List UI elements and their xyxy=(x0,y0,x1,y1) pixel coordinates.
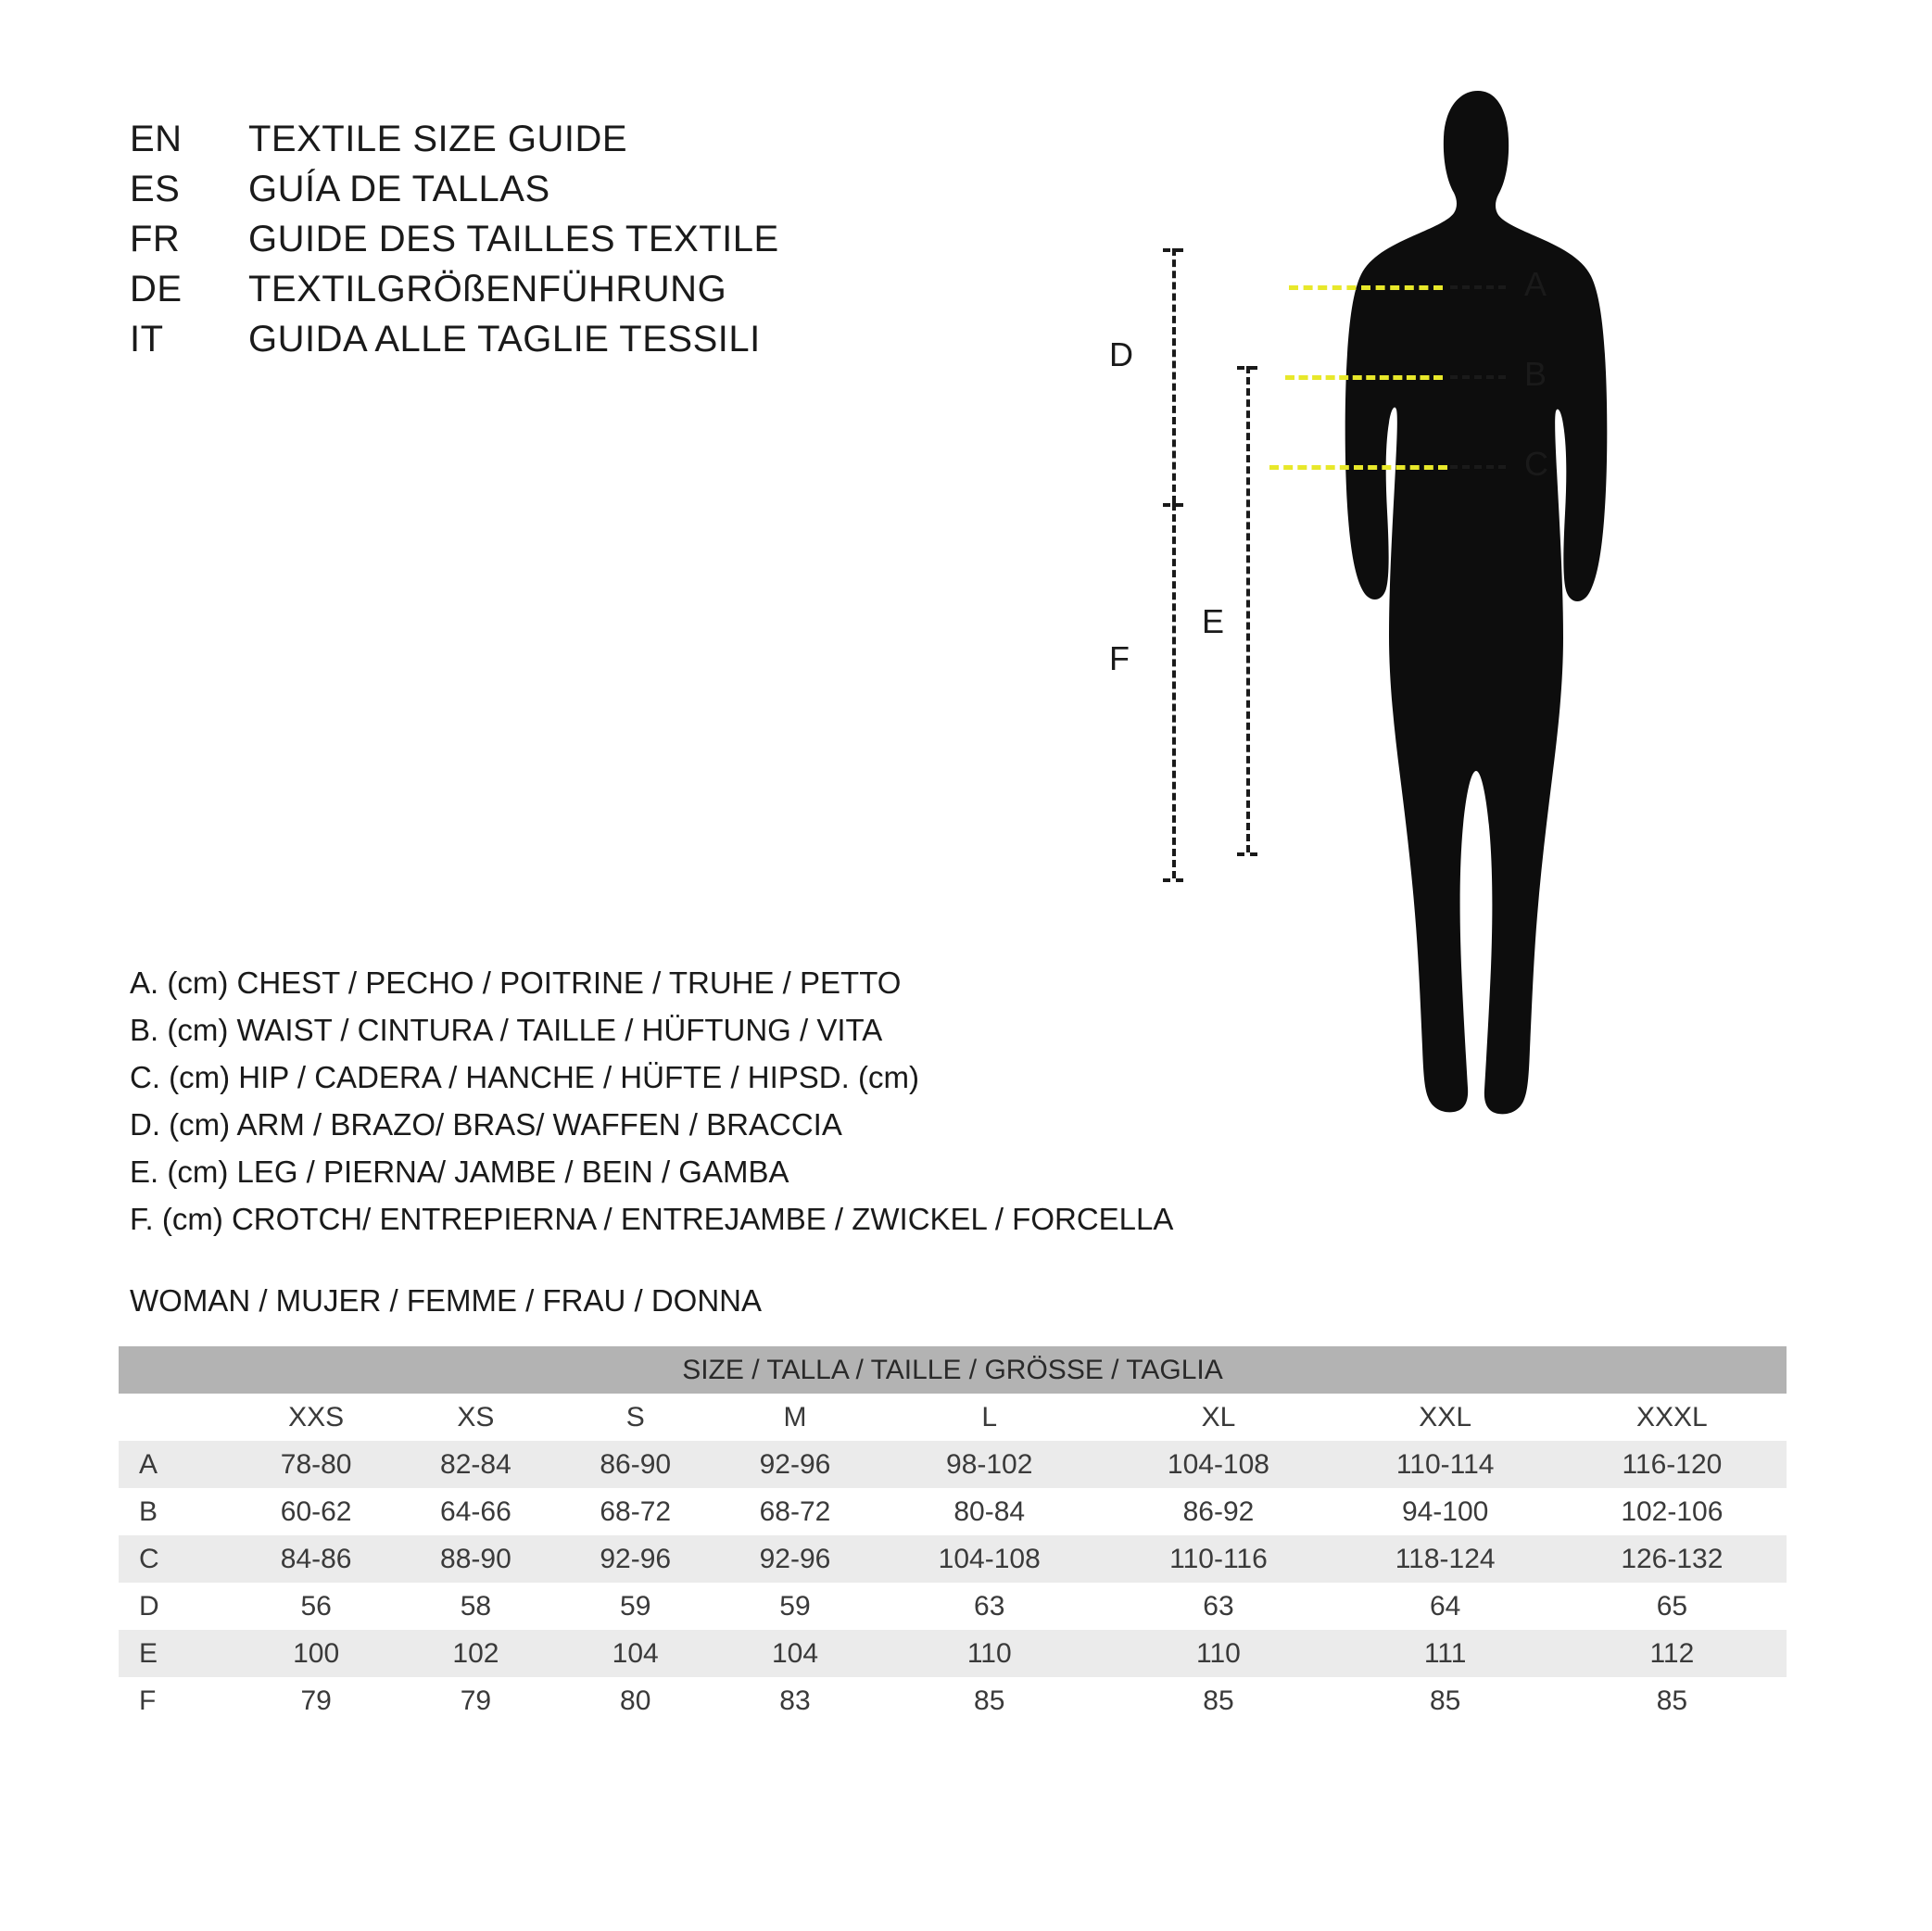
table-cell: 60-62 xyxy=(236,1488,396,1535)
table-cell: 102-106 xyxy=(1558,1488,1787,1535)
table-cell: 118-124 xyxy=(1333,1535,1558,1583)
table-size-header: XXXL xyxy=(1558,1394,1787,1441)
table-cell: 85 xyxy=(1558,1677,1787,1724)
table-cell: 104-108 xyxy=(1104,1441,1332,1488)
legend-item-f: F. (cm) CROTCH/ ENTREPIERNA / ENTREJAMBE / ZWICKEL / FORCELLA xyxy=(130,1202,1174,1236)
leg-dimension-tick-top xyxy=(1237,366,1257,370)
table-cell: 85 xyxy=(1333,1677,1558,1724)
table-size-header: XXL xyxy=(1333,1394,1558,1441)
table-cell: 88-90 xyxy=(396,1535,555,1583)
table-cell: 84-86 xyxy=(236,1535,396,1583)
hip-measure-line xyxy=(1269,465,1447,470)
title-lang-en: EN xyxy=(130,119,183,159)
table-cell: 92-96 xyxy=(715,1441,875,1488)
table-row xyxy=(119,1583,1787,1630)
waist-measure-line xyxy=(1285,375,1443,380)
table-size-header: XS xyxy=(396,1394,555,1441)
table-cell: 79 xyxy=(236,1677,396,1724)
table-size-header: M xyxy=(715,1394,875,1441)
table-row-key: C xyxy=(119,1535,236,1583)
title-text-fr: GUIDE DES TAILLES TEXTILE xyxy=(248,219,779,259)
table-cell: 63 xyxy=(1104,1583,1332,1630)
waist-leader-line xyxy=(1450,375,1506,379)
chest-measure-line xyxy=(1289,285,1443,290)
legend-item-c: C. (cm) HIP / CADERA / HANCHE / HÜFTE / HIPSD. (cm) xyxy=(130,1060,919,1094)
label-e: E xyxy=(1202,602,1225,640)
title-lang-fr: FR xyxy=(130,219,181,259)
table-header-row xyxy=(119,1394,1787,1441)
table-row-key: D xyxy=(119,1583,236,1630)
table-cell: 98-102 xyxy=(875,1441,1104,1488)
table-row-key: B xyxy=(119,1488,236,1535)
table-cell: 68-72 xyxy=(556,1488,715,1535)
table-cell: 80-84 xyxy=(875,1488,1104,1535)
title-row xyxy=(130,119,779,169)
table-row xyxy=(119,1441,1787,1488)
table-cell: 64-66 xyxy=(396,1488,555,1535)
table-cell: 64 xyxy=(1333,1583,1558,1630)
table-cell: 59 xyxy=(715,1583,875,1630)
table-row-key: E xyxy=(119,1630,236,1677)
table-cell: 58 xyxy=(396,1583,555,1630)
legend-block xyxy=(130,959,1173,1243)
table-cell: 126-132 xyxy=(1558,1535,1787,1583)
table-row-key: A xyxy=(119,1441,236,1488)
table-cell: 82-84 xyxy=(396,1441,555,1488)
table-cell: 85 xyxy=(875,1677,1104,1724)
table-cell: 104-108 xyxy=(875,1535,1104,1583)
table-row xyxy=(119,1677,1787,1724)
gender-label: WOMAN / MUJER / FEMME / FRAU / DONNA xyxy=(130,1283,762,1318)
table-cell: 92-96 xyxy=(715,1535,875,1583)
title-lang-it: IT xyxy=(130,319,164,360)
title-row xyxy=(130,169,779,219)
table-cell: 94-100 xyxy=(1333,1488,1558,1535)
table-cell: 86-90 xyxy=(556,1441,715,1488)
table-cell: 110-114 xyxy=(1333,1441,1558,1488)
crotch-dimension-tick-bottom xyxy=(1163,878,1183,882)
table-cell: 112 xyxy=(1558,1630,1787,1677)
table-size-header: L xyxy=(875,1394,1104,1441)
title-lang-es: ES xyxy=(130,169,181,209)
label-a: A xyxy=(1524,265,1547,303)
title-text-it: GUIDA ALLE TAGLIE TESSILI xyxy=(248,319,761,360)
legend-item-b: B. (cm) WAIST / CINTURA / TAILLE / HÜFTUNG / VITA xyxy=(130,1013,883,1047)
table-cell: 80 xyxy=(556,1677,715,1724)
table-cell: 68-72 xyxy=(715,1488,875,1535)
table-band-row xyxy=(119,1346,1787,1394)
table-size-header: S xyxy=(556,1394,715,1441)
title-lang-de: DE xyxy=(130,269,183,309)
table-cell: 83 xyxy=(715,1677,875,1724)
table-row xyxy=(119,1488,1787,1535)
table-cell: 100 xyxy=(236,1630,396,1677)
label-f: F xyxy=(1109,639,1130,677)
title-block xyxy=(130,119,779,369)
legend-item-d: D. (cm) ARM / BRAZO/ BRAS/ WAFFEN / BRACCIA xyxy=(130,1107,842,1142)
table-size-header: XL xyxy=(1104,1394,1332,1441)
legend-item-a: A. (cm) CHEST / PECHO / POITRINE / TRUHE / PETTO xyxy=(130,966,902,1000)
table-cell: 111 xyxy=(1333,1630,1558,1677)
table-cell: 63 xyxy=(875,1583,1104,1630)
chest-leader-line xyxy=(1450,285,1506,289)
size-table xyxy=(119,1346,1787,1724)
measurement-diagram xyxy=(1109,83,1812,1177)
label-c: C xyxy=(1524,445,1548,483)
hip-leader-line xyxy=(1450,465,1506,469)
table-cell: 92-96 xyxy=(556,1535,715,1583)
label-b: B xyxy=(1524,355,1547,393)
table-row xyxy=(119,1535,1787,1583)
table-cell: 110 xyxy=(875,1630,1104,1677)
label-d: D xyxy=(1109,335,1133,373)
table-cell: 102 xyxy=(396,1630,555,1677)
title-text-de: TEXTILGRÖßENFÜHRUNG xyxy=(248,269,727,309)
table-cell: 65 xyxy=(1558,1583,1787,1630)
leg-dimension-tick-bottom xyxy=(1237,852,1257,856)
table-cell: 79 xyxy=(396,1677,555,1724)
table-cell: 110-116 xyxy=(1104,1535,1332,1583)
table-corner-cell xyxy=(119,1394,236,1441)
table-row-key: F xyxy=(119,1677,236,1724)
table-row xyxy=(119,1630,1787,1677)
title-text-es: GUÍA DE TALLAS xyxy=(248,169,550,209)
table-cell: 116-120 xyxy=(1558,1441,1787,1488)
table-cell: 85 xyxy=(1104,1677,1332,1724)
leg-dimension-line xyxy=(1246,366,1250,852)
table-cell: 104 xyxy=(715,1630,875,1677)
title-row xyxy=(130,319,779,369)
female-silhouette-icon xyxy=(1339,83,1617,1177)
table-band-label: SIZE / TALLA / TAILLE / GRÖSSE / TAGLIA xyxy=(119,1346,1787,1394)
legend-item-e: E. (cm) LEG / PIERNA/ JAMBE / BEIN / GAMBA xyxy=(130,1155,789,1189)
table-cell: 59 xyxy=(556,1583,715,1630)
table-size-header: XXS xyxy=(236,1394,396,1441)
table-cell: 104 xyxy=(556,1630,715,1677)
table-cell: 86-92 xyxy=(1104,1488,1332,1535)
arm-dimension-line xyxy=(1172,248,1176,503)
title-row xyxy=(130,219,779,269)
title-text-en: TEXTILE SIZE GUIDE xyxy=(248,119,628,159)
arm-dimension-tick-top xyxy=(1163,248,1183,252)
table-cell: 78-80 xyxy=(236,1441,396,1488)
table-cell: 110 xyxy=(1104,1630,1332,1677)
title-row xyxy=(130,269,779,319)
crotch-dimension-line xyxy=(1172,503,1176,878)
table-cell: 56 xyxy=(236,1583,396,1630)
